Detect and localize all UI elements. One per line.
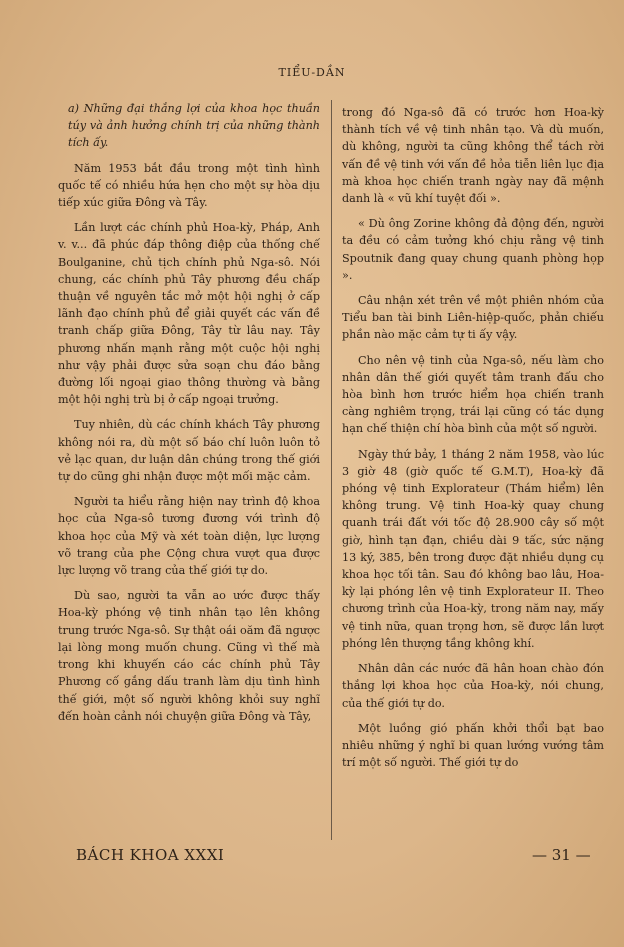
page-number: — 31 — bbox=[532, 846, 591, 864]
paragraph: Cho nên vệ tinh của Nga-sô, nếu làm cho nhân dân thế giới quyết tâm tranh đấu cho hòa bình hơn trước hiểm họa chiến tranh càng nghiêm trọng, trái lại cũng có tác dụng hạn chế thiện chí hòa bình của một số người. bbox=[342, 353, 604, 436]
paragraph: Lần lượt các chính phủ Hoa-kỳ, Pháp, Anh v. v... đã phúc đáp thông điệp của thống chế Boulganine, chủ tịch chính phủ Nga-sô. Nói chung, các chính phủ Tây phương đều chấp thuận về nguyên tắc mở một hội nghị ở cấp lãnh đạo chính phủ để giải quyết các vấn đề tranh chấp giữa Đông, Tây từ lâu nay. Tây phương nhấn mạnh rằng một cuộc hội nghị như vậy phải được sửa soạn chu đáo bằng đường lối ngoại giao thông thường và bằng một hội nghị trù bị ở cấp ngoại trưởng. bbox=[58, 221, 320, 407]
right-column bbox=[342, 104, 604, 779]
magazine-footer: BÁCH KHOA XXXI bbox=[76, 846, 225, 864]
paragraph: Năm 1953 bắt đầu trong một tình hình quốc tế có nhiều hứa hẹn cho một sự hòa dịu tiếp xúc giữa Đông và Tây. bbox=[58, 161, 320, 210]
paragraph: Câu nhận xét trên về một phiên nhóm của Tiểu ban tài binh Liên-hiệp-quốc, phản chiếu phần nào mặc cảm tự ti ấy vậy. bbox=[342, 294, 604, 342]
paragraph: Tuy nhiên, dù các chính khách Tây phương không nói ra, dù một số báo chí luôn luôn tỏ vẻ lạc quan, dư luận dân chúng trong thế giới tự do cũng ghi nhận được một mối mặc cảm. bbox=[58, 418, 320, 484]
paragraph: Nhân dân các nước đã hân hoan chào đón thắng lợi khoa học của Hoa-kỳ, nói chung, của thế giới tự do. bbox=[342, 662, 604, 710]
paragraph: Một luồng gió phấn khởi thổi bạt bao nhiêu những ý nghĩ bi quan lướng vướng tâm trí một số người. Thế giới tự do bbox=[342, 721, 604, 770]
column-divider bbox=[331, 100, 332, 840]
quotation: « Dù ông Zorine không đả động đến, người ta đều có cảm tưởng khó chịu rằng vệ tinh Spoutnik đang quay chung quanh phòng họp ». bbox=[342, 217, 604, 282]
paragraph: trong đó Nga-sô đã có trước hơn Hoa-kỳ thành tích về vệ tinh nhân tạo. Và dù muốn, dù không, người ta cũng không thể tách rời vấn đề vệ tinh với vấn đề hỏa tiễn liên lục địa mà khoa học chiến tranh ngày nay đã mệnh danh là « vũ khí tuyệt đối ». bbox=[342, 106, 604, 206]
running-header: TIỂU-DẦN bbox=[278, 66, 346, 79]
paragraph: Người ta hiểu rằng hiện nay trình độ khoa học của Nga-sô tương đương với trình độ khoa học của Mỹ và xét toàn diện, lực lượng võ trang của phe Cộng chưa vượt qua được lực lượng võ trang của thế giới tự do. bbox=[58, 495, 320, 578]
paragraph: Dù sao, người ta vẫn ao ước được thấy Hoa-kỳ phóng vệ tinh nhân tạo lên không trung trước Nga-sô. Sự thật oái oăm đã ngược lại lòng mong muốn chung. Cũng vì thế mà trong khi khuyến cáo các chính phủ Tây Phương cố gắng dấu tranh làm dịu tình hình thế giới, một số người không khỏi suy nghĩ đến hoàn cảnh nói chuyện giữa Đông và Tây, bbox=[58, 589, 320, 723]
left-column bbox=[58, 100, 320, 733]
section-subheading: a) Những đại thắng lợi của khoa học thuần túy và ảnh hưởng chính trị của những thành tích ấy. bbox=[68, 102, 320, 150]
paragraph: Ngày thứ bảy, 1 tháng 2 năm 1958, vào lúc 3 giờ 48 (giờ quốc tế G.M.T), Hoa-kỳ đã phóng vệ tinh Explorateur (Thám hiểm) lên không trung. Vệ tinh Hoa-kỳ quay chung quanh trái đất với tốc độ 28.900 cây số một giờ, hình tạn đạn, chiều dài 9 tấc, sức nặng 13 ký, 385, bên trong được đặt nhiều dụng cụ khoa học tối tân. Sau đó không bao lâu, Hoa-kỳ lại phóng lên vệ tinh Explorateur II. Theo chương trình của Hoa-kỳ, trong năm nay, mấy vệ tinh nữa, quan trọng hơn, sẽ được lần lượt phóng lên thượng tầng không khí. bbox=[342, 447, 604, 650]
